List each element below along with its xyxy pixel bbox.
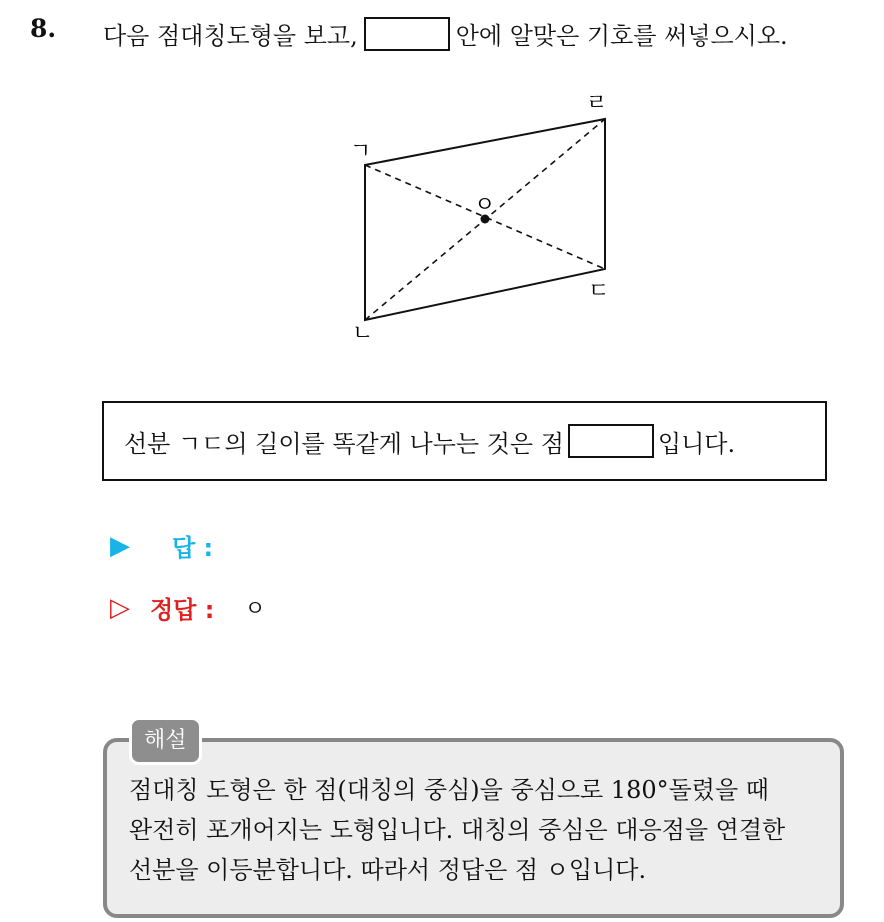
- explanation-line: 점대칭 도형은 한 점(대칭의 중심)을 중심으로 180°돌렸을 때: [129, 776, 769, 804]
- question-prompt: [103, 16, 788, 51]
- question-text-before: 다음 점대칭도형을 보고,: [103, 22, 358, 50]
- explanation-line: 선분을 이등분합니다. 따라서 정답은 점 ㅇ입니다.: [129, 856, 647, 884]
- correct-answer-value: ㅇ: [244, 597, 266, 622]
- vertex-label-top-left: ㄱ: [350, 139, 372, 164]
- statement-blank-box: [568, 424, 654, 458]
- answer-triangle-icon: ▶: [110, 530, 130, 561]
- correct-triangle-icon: ▷: [110, 592, 130, 623]
- correct-answer-row: [110, 590, 266, 625]
- statement-box: [102, 401, 827, 481]
- statement-text-before: 선분 ㄱㄷ의 길이를 똑같게 나누는 것은 점: [124, 429, 564, 458]
- correct-answer-label: 정답 :: [150, 596, 215, 624]
- answer-label: 답 :: [172, 534, 214, 562]
- answer-row: [110, 528, 213, 563]
- vertex-label-top-right: ㄹ: [586, 91, 608, 116]
- vertex-label-bottom-right: ㄷ: [588, 279, 610, 304]
- explanation-line: 완전히 포개어지는 도형입니다. 대칭의 중심은 대응점을 연결한: [129, 816, 786, 844]
- explanation-box: [103, 738, 844, 918]
- question-text-after: 안에 알맞은 기호를 써넣으시오.: [455, 22, 788, 50]
- explanation-text: [129, 770, 829, 890]
- statement-text-after: 입니다.: [657, 429, 736, 458]
- question-number: 8.: [30, 14, 57, 43]
- point-symmetric-figure: [340, 88, 630, 348]
- center-label: ㅇ: [474, 193, 496, 218]
- explanation-tab: 해설: [129, 717, 202, 765]
- question-blank-box: [364, 17, 450, 51]
- vertex-label-bottom-left: ㄴ: [352, 321, 374, 346]
